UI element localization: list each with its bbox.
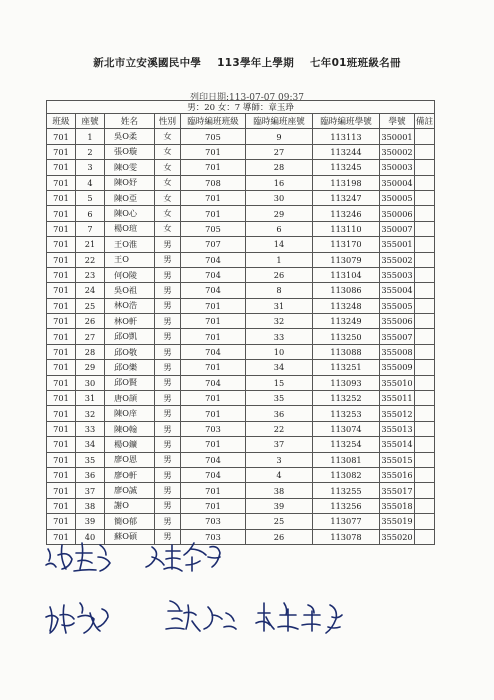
cell-gender: 男 bbox=[155, 252, 181, 267]
cell-temp-class: 703 bbox=[181, 514, 246, 529]
cell-class: 701 bbox=[47, 406, 76, 421]
cell-class: 701 bbox=[47, 237, 76, 252]
cell-class: 701 bbox=[47, 437, 76, 452]
cell-note bbox=[415, 344, 435, 359]
cell-note bbox=[415, 314, 435, 329]
cell-student-id: 355010 bbox=[380, 375, 415, 390]
cell-class: 701 bbox=[47, 129, 76, 144]
cell-temp-seat: 26 bbox=[246, 529, 313, 544]
cell-temp-id: 113081 bbox=[313, 452, 380, 467]
cell-temp-id: 113248 bbox=[313, 298, 380, 313]
cell-class: 701 bbox=[47, 421, 76, 436]
cell-temp-id: 113250 bbox=[313, 329, 380, 344]
cell-temp-class: 701 bbox=[181, 391, 246, 406]
cell-temp-seat: 6 bbox=[246, 221, 313, 236]
cell-class: 701 bbox=[47, 144, 76, 159]
cell-temp-seat: 9 bbox=[246, 129, 313, 144]
cell-student-id: 355006 bbox=[380, 314, 415, 329]
table-row bbox=[47, 483, 435, 498]
cell-student-id: 355012 bbox=[380, 406, 415, 421]
cell-name: 謝O bbox=[105, 498, 155, 513]
cell-gender: 男 bbox=[155, 314, 181, 329]
cell-name: 王O淮 bbox=[105, 237, 155, 252]
cell-student-id: 355002 bbox=[380, 252, 415, 267]
table-row bbox=[47, 283, 435, 298]
class-summary: 男：20 女：7 導師：章玉琤 bbox=[47, 101, 435, 114]
table-row bbox=[47, 314, 435, 329]
cell-temp-class: 701 bbox=[181, 206, 246, 221]
cell-temp-class: 705 bbox=[181, 221, 246, 236]
cell-name: 蘇O碩 bbox=[105, 529, 155, 544]
cell-gender: 女 bbox=[155, 144, 181, 159]
cell-note bbox=[415, 129, 435, 144]
cell-temp-id: 113255 bbox=[313, 483, 380, 498]
cell-temp-class: 701 bbox=[181, 437, 246, 452]
cell-temp-seat: 8 bbox=[246, 283, 313, 298]
cell-temp-id: 113253 bbox=[313, 406, 380, 421]
cell-gender: 男 bbox=[155, 467, 181, 482]
cell-seat: 33 bbox=[76, 421, 105, 436]
col-temp-class: 臨時編班班級 bbox=[181, 114, 246, 129]
cell-temp-seat: 32 bbox=[246, 314, 313, 329]
table-row bbox=[47, 298, 435, 313]
cell-gender: 男 bbox=[155, 498, 181, 513]
cell-gender: 男 bbox=[155, 529, 181, 544]
table-row bbox=[47, 160, 435, 175]
cell-temp-class: 704 bbox=[181, 375, 246, 390]
cell-note bbox=[415, 467, 435, 482]
cell-class: 701 bbox=[47, 252, 76, 267]
cell-temp-class: 708 bbox=[181, 175, 246, 190]
col-student-id: 學號 bbox=[380, 114, 415, 129]
cell-seat: 4 bbox=[76, 175, 105, 190]
cell-note bbox=[415, 144, 435, 159]
cell-temp-seat: 33 bbox=[246, 329, 313, 344]
col-name: 姓名 bbox=[105, 114, 155, 129]
cell-student-id: 355009 bbox=[380, 360, 415, 375]
cell-note bbox=[415, 221, 435, 236]
cell-name: 王O bbox=[105, 252, 155, 267]
cell-class: 701 bbox=[47, 160, 76, 175]
cell-seat: 1 bbox=[76, 129, 105, 144]
cell-class: 701 bbox=[47, 267, 76, 282]
table-row bbox=[47, 498, 435, 513]
cell-note bbox=[415, 206, 435, 221]
cell-class: 701 bbox=[47, 221, 76, 236]
cell-temp-class: 701 bbox=[181, 406, 246, 421]
cell-temp-seat: 39 bbox=[246, 498, 313, 513]
cell-seat: 30 bbox=[76, 375, 105, 390]
cell-seat: 34 bbox=[76, 437, 105, 452]
cell-temp-seat: 31 bbox=[246, 298, 313, 313]
cell-temp-id: 113198 bbox=[313, 175, 380, 190]
cell-student-id: 350004 bbox=[380, 175, 415, 190]
col-gender: 性別 bbox=[155, 114, 181, 129]
cell-temp-seat: 15 bbox=[246, 375, 313, 390]
cell-class: 701 bbox=[47, 529, 76, 544]
cell-student-id: 350006 bbox=[380, 206, 415, 221]
cell-student-id: 355019 bbox=[380, 514, 415, 529]
cell-temp-id: 113254 bbox=[313, 437, 380, 452]
col-seat: 座號 bbox=[76, 114, 105, 129]
table-row bbox=[47, 329, 435, 344]
table-row bbox=[47, 267, 435, 282]
table-row bbox=[47, 421, 435, 436]
cell-temp-seat: 29 bbox=[246, 206, 313, 221]
col-note: 備註 bbox=[415, 114, 435, 129]
cell-name: 簡O郁 bbox=[105, 514, 155, 529]
cell-temp-class: 707 bbox=[181, 237, 246, 252]
cell-class: 701 bbox=[47, 375, 76, 390]
cell-gender: 男 bbox=[155, 267, 181, 282]
cell-temp-class: 704 bbox=[181, 283, 246, 298]
table-row bbox=[47, 175, 435, 190]
cell-student-id: 355004 bbox=[380, 283, 415, 298]
cell-note bbox=[415, 406, 435, 421]
cell-student-id: 355017 bbox=[380, 483, 415, 498]
cell-student-id: 355020 bbox=[380, 529, 415, 544]
cell-student-id: 355016 bbox=[380, 467, 415, 482]
table-row bbox=[47, 406, 435, 421]
cell-seat: 21 bbox=[76, 237, 105, 252]
cell-seat: 28 bbox=[76, 344, 105, 359]
cell-temp-class: 701 bbox=[181, 498, 246, 513]
cell-temp-class: 704 bbox=[181, 267, 246, 282]
cell-class: 701 bbox=[47, 360, 76, 375]
cell-seat: 38 bbox=[76, 498, 105, 513]
cell-temp-class: 704 bbox=[181, 452, 246, 467]
cell-seat: 27 bbox=[76, 329, 105, 344]
cell-name: 廖O恩 bbox=[105, 452, 155, 467]
cell-class: 701 bbox=[47, 452, 76, 467]
cell-note bbox=[415, 391, 435, 406]
signature-5 bbox=[256, 603, 342, 633]
cell-note bbox=[415, 514, 435, 529]
cell-note bbox=[415, 452, 435, 467]
cell-student-id: 350007 bbox=[380, 221, 415, 236]
cell-class: 701 bbox=[47, 175, 76, 190]
cell-temp-class: 701 bbox=[181, 483, 246, 498]
cell-name: 邱O敬 bbox=[105, 344, 155, 359]
cell-temp-class: 701 bbox=[181, 190, 246, 205]
cell-class: 701 bbox=[47, 514, 76, 529]
cell-note bbox=[415, 175, 435, 190]
cell-temp-seat: 34 bbox=[246, 360, 313, 375]
cell-student-id: 350005 bbox=[380, 190, 415, 205]
cell-note bbox=[415, 483, 435, 498]
cell-temp-id: 113093 bbox=[313, 375, 380, 390]
cell-note bbox=[415, 421, 435, 436]
cell-seat: 35 bbox=[76, 452, 105, 467]
cell-note bbox=[415, 498, 435, 513]
signature-1 bbox=[46, 543, 110, 571]
cell-seat: 24 bbox=[76, 283, 105, 298]
cell-temp-seat: 36 bbox=[246, 406, 313, 421]
term-label: 113學年上學期 bbox=[217, 57, 294, 69]
cell-note bbox=[415, 375, 435, 390]
signature-2 bbox=[146, 543, 220, 571]
cell-temp-class: 703 bbox=[181, 529, 246, 544]
table-header bbox=[47, 114, 435, 129]
cell-name: 吳O祖 bbox=[105, 283, 155, 298]
cell-note bbox=[415, 298, 435, 313]
cell-gender: 男 bbox=[155, 283, 181, 298]
cell-temp-seat: 35 bbox=[246, 391, 313, 406]
cell-seat: 3 bbox=[76, 160, 105, 175]
cell-note bbox=[415, 160, 435, 175]
cell-note bbox=[415, 283, 435, 298]
table-row bbox=[47, 467, 435, 482]
cell-temp-seat: 14 bbox=[246, 237, 313, 252]
cell-seat: 29 bbox=[76, 360, 105, 375]
cell-seat: 7 bbox=[76, 221, 105, 236]
signature-area bbox=[40, 535, 460, 665]
cell-temp-id: 113088 bbox=[313, 344, 380, 359]
cell-name: 張O璇 bbox=[105, 144, 155, 159]
cell-temp-class: 701 bbox=[181, 360, 246, 375]
cell-temp-seat: 28 bbox=[246, 160, 313, 175]
cell-temp-id: 113078 bbox=[313, 529, 380, 544]
cell-note bbox=[415, 360, 435, 375]
cell-temp-seat: 30 bbox=[246, 190, 313, 205]
cell-seat: 26 bbox=[76, 314, 105, 329]
roster-table bbox=[46, 100, 435, 545]
cell-gender: 男 bbox=[155, 421, 181, 436]
cell-note bbox=[415, 237, 435, 252]
cell-gender: 男 bbox=[155, 452, 181, 467]
cell-name: 陳O庠 bbox=[105, 406, 155, 421]
cell-seat: 31 bbox=[76, 391, 105, 406]
cell-class: 701 bbox=[47, 498, 76, 513]
cell-class: 701 bbox=[47, 329, 76, 344]
cell-student-id: 355014 bbox=[380, 437, 415, 452]
signature-4 bbox=[166, 601, 236, 631]
cell-student-id: 355011 bbox=[380, 391, 415, 406]
roster-title: 七年01班班級名冊 bbox=[309, 57, 401, 69]
cell-gender: 男 bbox=[155, 375, 181, 390]
cell-seat: 5 bbox=[76, 190, 105, 205]
cell-student-id: 355007 bbox=[380, 329, 415, 344]
cell-name: 楊O鑛 bbox=[105, 437, 155, 452]
cell-temp-class: 705 bbox=[181, 129, 246, 144]
cell-temp-id: 113247 bbox=[313, 190, 380, 205]
cell-temp-class: 704 bbox=[181, 252, 246, 267]
col-temp-id: 臨時編班學號 bbox=[313, 114, 380, 129]
cell-seat: 37 bbox=[76, 483, 105, 498]
cell-temp-class: 701 bbox=[181, 314, 246, 329]
cell-temp-seat: 4 bbox=[246, 467, 313, 482]
cell-gender: 女 bbox=[155, 206, 181, 221]
table-row bbox=[47, 452, 435, 467]
cell-note bbox=[415, 437, 435, 452]
cell-seat: 23 bbox=[76, 267, 105, 282]
cell-note bbox=[415, 329, 435, 344]
cell-seat: 39 bbox=[76, 514, 105, 529]
print-date: 列印日期:113-07-07 09:37 bbox=[190, 93, 304, 103]
cell-name: 吳O柔 bbox=[105, 129, 155, 144]
cell-student-id: 355018 bbox=[380, 498, 415, 513]
table-row bbox=[47, 221, 435, 236]
cell-temp-seat: 1 bbox=[246, 252, 313, 267]
cell-student-id: 355013 bbox=[380, 421, 415, 436]
cell-student-id: 355015 bbox=[380, 452, 415, 467]
cell-student-id: 355005 bbox=[380, 298, 415, 313]
cell-gender: 男 bbox=[155, 360, 181, 375]
cell-temp-id: 113251 bbox=[313, 360, 380, 375]
cell-name: 邱O樂 bbox=[105, 360, 155, 375]
signatures-svg bbox=[40, 535, 460, 665]
cell-temp-seat: 37 bbox=[246, 437, 313, 452]
cell-temp-class: 704 bbox=[181, 344, 246, 359]
cell-temp-id: 113110 bbox=[313, 221, 380, 236]
cell-name: 陳O亞 bbox=[105, 190, 155, 205]
cell-temp-class: 703 bbox=[181, 421, 246, 436]
cell-temp-seat: 27 bbox=[246, 144, 313, 159]
table-row bbox=[47, 129, 435, 144]
cell-temp-id: 113170 bbox=[313, 237, 380, 252]
cell-temp-seat: 10 bbox=[246, 344, 313, 359]
cell-name: 林O軒 bbox=[105, 314, 155, 329]
table-row bbox=[47, 391, 435, 406]
cell-temp-id: 113104 bbox=[313, 267, 380, 282]
table-row bbox=[47, 437, 435, 452]
cell-note bbox=[415, 252, 435, 267]
cell-note bbox=[415, 267, 435, 282]
signature-3 bbox=[46, 603, 108, 633]
cell-temp-class: 701 bbox=[181, 160, 246, 175]
school-name: 新北市立安溪國民中學 bbox=[93, 57, 202, 69]
cell-seat: 25 bbox=[76, 298, 105, 313]
cell-temp-id: 113245 bbox=[313, 160, 380, 175]
cell-gender: 女 bbox=[155, 175, 181, 190]
summary-row bbox=[47, 101, 435, 114]
cell-temp-id: 113082 bbox=[313, 467, 380, 482]
cell-name: 陳O翰 bbox=[105, 421, 155, 436]
cell-gender: 女 bbox=[155, 221, 181, 236]
cell-seat: 32 bbox=[76, 406, 105, 421]
cell-temp-seat: 38 bbox=[246, 483, 313, 498]
cell-gender: 男 bbox=[155, 406, 181, 421]
cell-seat: 2 bbox=[76, 144, 105, 159]
cell-temp-id: 113256 bbox=[313, 498, 380, 513]
cell-seat: 36 bbox=[76, 467, 105, 482]
cell-temp-id: 113246 bbox=[313, 206, 380, 221]
cell-temp-id: 113249 bbox=[313, 314, 380, 329]
cell-class: 701 bbox=[47, 283, 76, 298]
cell-name: 何O陵 bbox=[105, 267, 155, 282]
document-title bbox=[0, 55, 494, 70]
cell-gender: 男 bbox=[155, 237, 181, 252]
table-row bbox=[47, 252, 435, 267]
cell-name: 陳O雯 bbox=[105, 160, 155, 175]
table-row bbox=[47, 344, 435, 359]
cell-temp-seat: 26 bbox=[246, 267, 313, 282]
cell-name: 陳O心 bbox=[105, 206, 155, 221]
table-row bbox=[47, 206, 435, 221]
cell-class: 701 bbox=[47, 190, 76, 205]
cell-temp-id: 113252 bbox=[313, 391, 380, 406]
cell-temp-id: 113074 bbox=[313, 421, 380, 436]
cell-gender: 男 bbox=[155, 329, 181, 344]
cell-student-id: 350001 bbox=[380, 129, 415, 144]
cell-name: 唐O頡 bbox=[105, 391, 155, 406]
table-row bbox=[47, 360, 435, 375]
cell-note bbox=[415, 190, 435, 205]
cell-temp-seat: 25 bbox=[246, 514, 313, 529]
cell-student-id: 355001 bbox=[380, 237, 415, 252]
col-class: 班級 bbox=[47, 114, 76, 129]
cell-gender: 男 bbox=[155, 344, 181, 359]
cell-seat: 6 bbox=[76, 206, 105, 221]
cell-seat: 22 bbox=[76, 252, 105, 267]
cell-name: 廖O軒 bbox=[105, 467, 155, 482]
cell-class: 701 bbox=[47, 344, 76, 359]
cell-temp-class: 701 bbox=[181, 144, 246, 159]
cell-student-id: 350003 bbox=[380, 160, 415, 175]
cell-gender: 男 bbox=[155, 514, 181, 529]
cell-temp-id: 113079 bbox=[313, 252, 380, 267]
cell-temp-class: 701 bbox=[181, 329, 246, 344]
table-row bbox=[47, 514, 435, 529]
cell-gender: 女 bbox=[155, 190, 181, 205]
cell-temp-id: 113077 bbox=[313, 514, 380, 529]
cell-temp-seat: 22 bbox=[246, 421, 313, 436]
cell-name: 楊O瑄 bbox=[105, 221, 155, 236]
cell-class: 701 bbox=[47, 298, 76, 313]
cell-name: 廖O誠 bbox=[105, 483, 155, 498]
cell-name: 陳O妤 bbox=[105, 175, 155, 190]
table-row bbox=[47, 144, 435, 159]
cell-student-id: 355008 bbox=[380, 344, 415, 359]
cell-class: 701 bbox=[47, 483, 76, 498]
cell-class: 701 bbox=[47, 314, 76, 329]
cell-class: 701 bbox=[47, 391, 76, 406]
table-row bbox=[47, 237, 435, 252]
cell-temp-seat: 3 bbox=[246, 452, 313, 467]
table-row bbox=[47, 375, 435, 390]
cell-student-id: 355003 bbox=[380, 267, 415, 282]
cell-temp-id: 113113 bbox=[313, 129, 380, 144]
cell-name: 邱O凱 bbox=[105, 329, 155, 344]
cell-temp-class: 704 bbox=[181, 467, 246, 482]
cell-gender: 女 bbox=[155, 129, 181, 144]
cell-class: 701 bbox=[47, 206, 76, 221]
cell-gender: 男 bbox=[155, 298, 181, 313]
roster-body bbox=[47, 129, 435, 545]
cell-gender: 男 bbox=[155, 391, 181, 406]
cell-name: 林O浩 bbox=[105, 298, 155, 313]
col-temp-seat: 臨時編班座號 bbox=[246, 114, 313, 129]
cell-temp-class: 701 bbox=[181, 298, 246, 313]
cell-class: 701 bbox=[47, 467, 76, 482]
cell-student-id: 350002 bbox=[380, 144, 415, 159]
cell-gender: 女 bbox=[155, 160, 181, 175]
cell-temp-seat: 16 bbox=[246, 175, 313, 190]
cell-name: 邱O賢 bbox=[105, 375, 155, 390]
cell-seat: 40 bbox=[76, 529, 105, 544]
table-row bbox=[47, 190, 435, 205]
cell-gender: 男 bbox=[155, 437, 181, 452]
cell-temp-id: 113086 bbox=[313, 283, 380, 298]
cell-temp-id: 113244 bbox=[313, 144, 380, 159]
cell-gender: 男 bbox=[155, 483, 181, 498]
